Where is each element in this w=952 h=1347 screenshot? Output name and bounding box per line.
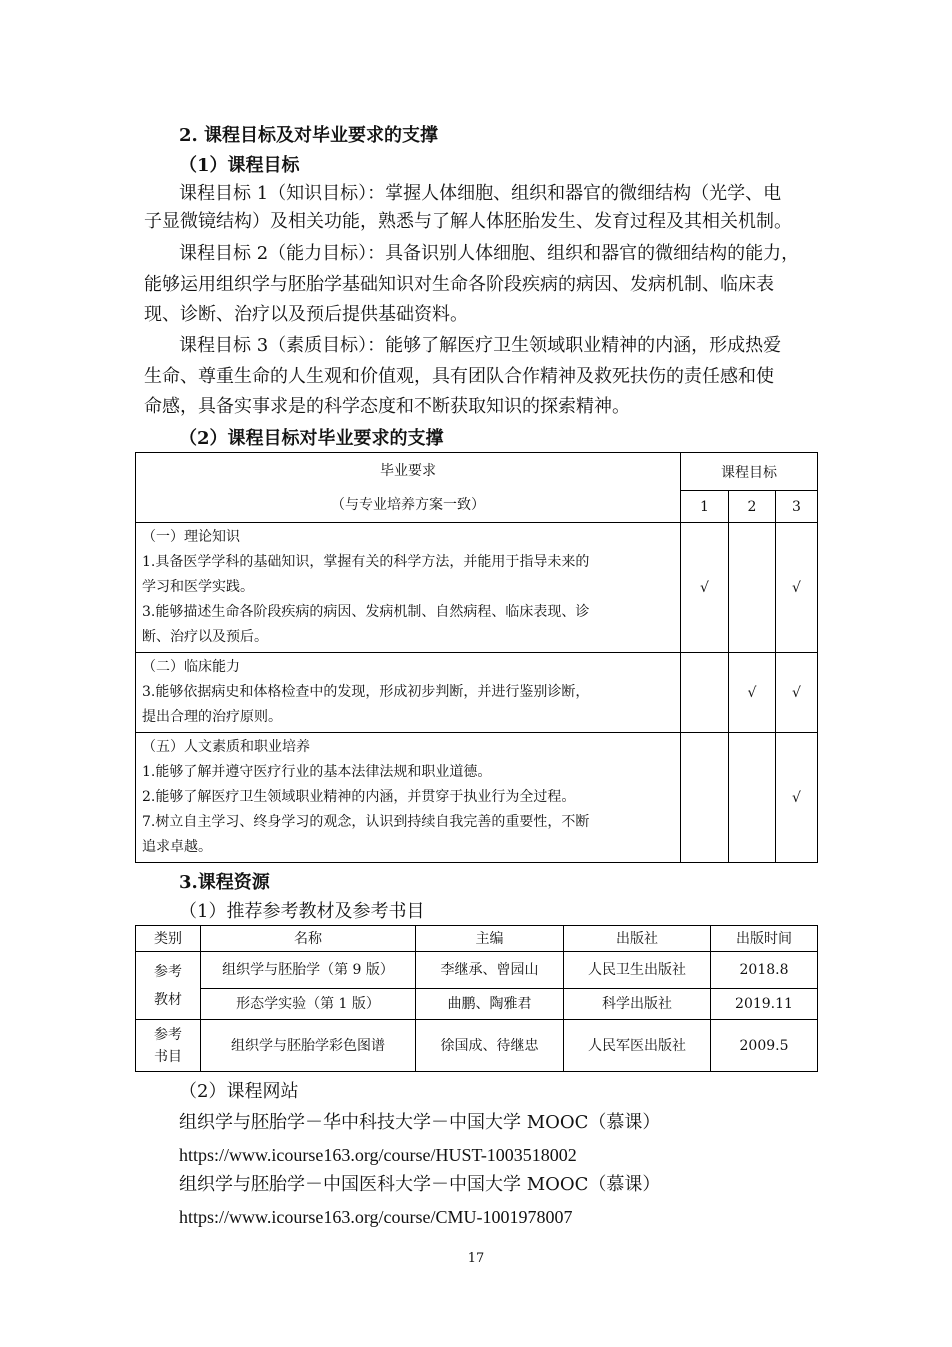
- section-heading: 3.课程资源: [179, 872, 270, 893]
- check-mark: [729, 733, 776, 863]
- subsection-heading: （2）课程目标对毕业要求的支撑: [179, 428, 444, 449]
- req-line: 2.能够了解医疗卫生领域职业精神的内涵，并贯穿于执业行为全过程。: [142, 789, 576, 805]
- table-header-row: [136, 926, 818, 952]
- book-title: 组织学与胚胎学彩色图谱: [201, 1020, 416, 1072]
- col-header: 类别: [136, 926, 201, 952]
- check-mark: √: [776, 523, 818, 653]
- goal2-line: 课程目标 2（能力目标）：具备识别人体细胞、组织和器官的微细结构的能力，: [179, 243, 800, 264]
- req-header-cell: [136, 453, 681, 523]
- req-line: 1.具备医学学科的基础知识，掌握有关的科学方法，并能用于指导未来的: [142, 554, 590, 570]
- category-line: 书目: [154, 1048, 182, 1065]
- col-header: 名称: [201, 926, 416, 952]
- req-line: （二）临床能力: [142, 659, 240, 675]
- book-title: 形态学实验（第 1 版）: [201, 989, 416, 1020]
- check-mark: √: [729, 653, 776, 733]
- req-line: （一）理论知识: [142, 529, 240, 545]
- book-editor: 曲鹏、陶雅君: [416, 989, 564, 1020]
- req-desc-cell: [136, 653, 681, 733]
- book-date: 2018.8: [711, 952, 818, 989]
- check-mark: [681, 653, 729, 733]
- req-line: 1.能够了解并遵守医疗行业的基本法律法规和职业道德。: [142, 764, 492, 780]
- goal-col-2: 2: [729, 491, 776, 523]
- col-header: 出版社: [564, 926, 711, 952]
- goal3-line: 生命、尊重生命的人生观和价值观，具有团队合作精神及救死扶伤的责任感和使: [144, 366, 774, 387]
- book-editor: 徐国成、待继忠: [416, 1020, 564, 1072]
- subsection-heading: （1）推荐参考教材及参考书目: [179, 901, 425, 922]
- book-publisher: 人民卫生出版社: [564, 952, 711, 989]
- table-row: [136, 1020, 818, 1072]
- col-header: 出版时间: [711, 926, 818, 952]
- check-mark: √: [776, 733, 818, 863]
- req-line: 提出合理的治疗原则。: [142, 709, 282, 725]
- book-date: 2019.11: [711, 989, 818, 1020]
- req-line: 追求卓越。: [142, 839, 212, 855]
- req-line: 7.树立自主学习、终身学习的观念，认识到持续自我完善的重要性，不断: [142, 814, 590, 830]
- goal2-line: 能够运用组织学与胚胎学基础知识对生命各阶段疾病的病因、发病机制、临床表: [144, 274, 774, 295]
- goal1-line: 子显微镜结构）及相关功能，熟悉与了解人体胚胎发生、发育过程及其相关机制。: [144, 211, 792, 232]
- table-row: [136, 523, 818, 653]
- req-desc-cell: [136, 733, 681, 863]
- req-header-note: （与专业培养方案一致）: [331, 496, 485, 513]
- table-row: [136, 952, 818, 989]
- book-publisher: 科学出版社: [564, 989, 711, 1020]
- course-site-name: 组织学与胚胎学－中国医科大学－中国大学 MOOC（慕课）: [179, 1174, 661, 1195]
- subsection-heading: （1）课程目标: [179, 155, 300, 176]
- resources-table: [135, 925, 818, 1072]
- goal3-line: 命感，具备实事求是的科学态度和不断获取知识的探索精神。: [144, 396, 630, 417]
- goal-col-1: 1: [681, 491, 729, 523]
- check-mark: [681, 733, 729, 863]
- category-cell: [136, 1020, 201, 1072]
- goal-col-3: 3: [776, 491, 818, 523]
- category-line: 参考: [154, 1026, 182, 1043]
- check-mark: √: [681, 523, 729, 653]
- book-title: 组织学与胚胎学（第 9 版）: [201, 952, 416, 989]
- req-line: 断、治疗以及预后。: [142, 629, 268, 645]
- table-row: [136, 733, 818, 863]
- category-line: 参考: [154, 963, 182, 980]
- requirements-table: [135, 452, 818, 863]
- course-site-url[interactable]: https://www.icourse163.org/course/CMU-1001978007: [179, 1207, 573, 1227]
- section-heading: 2. 课程目标及对毕业要求的支撑: [179, 125, 439, 146]
- req-header-title: 毕业要求: [380, 462, 436, 479]
- book-publisher: 人民军医出版社: [564, 1020, 711, 1072]
- goal-header-cell: 课程目标: [681, 453, 818, 491]
- goal3-line: 课程目标 3（素质目标）：能够了解医疗卫生领域职业精神的内涵，形成热爱: [179, 335, 782, 356]
- req-line: 学习和医学实践。: [142, 579, 254, 595]
- subsection-heading: （2）课程网站: [179, 1081, 299, 1102]
- req-line: （五）人文素质和职业培养: [142, 739, 310, 755]
- table-row: [136, 653, 818, 733]
- req-line: 3.能够依据病史和体格检查中的发现，形成初步判断，并进行鉴别诊断，: [142, 684, 590, 700]
- category-line: 教材: [154, 991, 182, 1008]
- goal2-line: 现、诊断、治疗以及预后提供基础资料。: [144, 304, 468, 325]
- check-mark: [729, 523, 776, 653]
- book-editor: 李继承、曾园山: [416, 952, 564, 989]
- col-header: 主编: [416, 926, 564, 952]
- page-number: 17: [467, 1251, 485, 1266]
- book-date: 2009.5: [711, 1020, 818, 1072]
- category-cell: [136, 952, 201, 1020]
- req-line: 3.能够描述生命各阶段疾病的病因、发病机制、自然病程、临床表现、诊: [142, 604, 590, 620]
- course-site-url[interactable]: https://www.icourse163.org/course/HUST-1003518002: [179, 1145, 577, 1165]
- check-mark: √: [776, 653, 818, 733]
- req-desc-cell: [136, 523, 681, 653]
- goal1-line: 课程目标 1（知识目标）：掌握人体细胞、组织和器官的微细结构（光学、电: [179, 183, 782, 204]
- table-row: [136, 989, 818, 1020]
- course-site-name: 组织学与胚胎学－华中科技大学－中国大学 MOOC（慕课）: [179, 1112, 661, 1133]
